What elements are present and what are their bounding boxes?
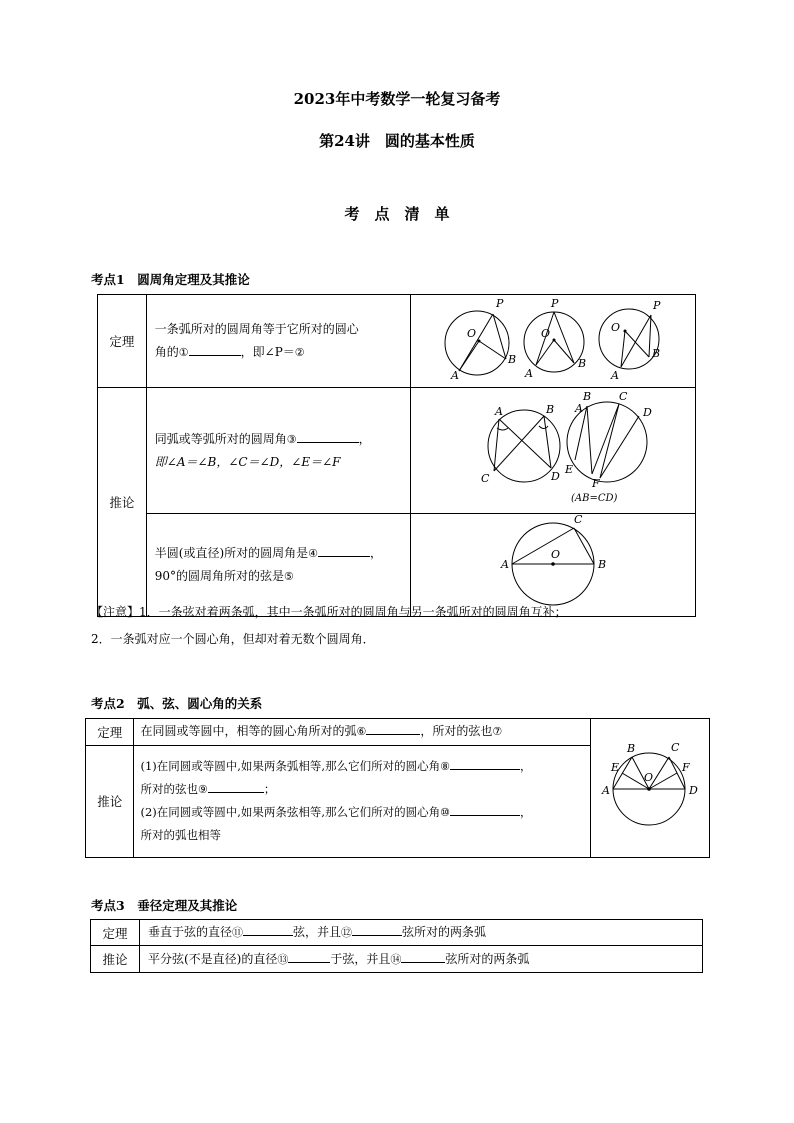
svg-text:B: B [626,742,636,755]
kp1-cor1-line1: 同弧或等弧所对的圆周角③ ， [155,428,410,451]
blank-6[interactable] [366,720,420,735]
kp2-table [85,718,710,858]
svg-text:B: B [582,390,592,403]
blank-8-marker: ⑧ [440,760,450,774]
svg-text:O: O [540,327,551,340]
blank-9[interactable] [208,778,264,793]
blank-12[interactable] [352,921,402,936]
blank-9-marker: ⑨ [197,783,208,797]
blank-11[interactable] [243,921,293,936]
kp2-figure [590,719,709,858]
blank-6-marker: ⑥ [356,725,367,739]
svg-text:A: A [524,367,533,380]
kp2-title: 考点2 弧、弦、圆心角的关系 [91,696,263,711]
svg-text:O: O [643,771,654,784]
figure-center-on-angle [524,297,586,380]
blank-1[interactable] [189,341,241,356]
blank-3-marker: ③ [286,432,297,446]
semicircle-diagram [411,514,695,612]
blank-14[interactable] [401,948,445,963]
svg-text:A: A [500,558,509,571]
svg-text:B: B [651,347,661,360]
blank-7-marker: ⑦ [492,725,503,739]
svg-text:A: A [601,784,610,797]
svg-text:O: O [610,321,621,334]
figure-center-inside [445,297,516,382]
kp3-corollary-cell: 平分弦(不是直径)的直径⑬ 于弦，并且⑭ 弦所对的两条弧 [140,946,703,973]
label-P: P [495,297,504,310]
blank-11-marker: ⑪ [232,926,244,939]
blank-4[interactable] [318,542,370,557]
svg-text:D: D [642,406,652,419]
svg-text:C: C [573,514,583,526]
kp3-title: 考点3 垂径定理及其推论 [91,898,238,913]
kp1-title: 考点1 圆周角定理及其推论 [91,272,250,287]
svg-text:E: E [564,463,574,476]
svg-text:A: A [494,405,503,418]
figure-equal-arc [564,390,652,504]
blank-10-marker: ⑩ [440,806,450,820]
kp1-theorem-line1: 一条弧所对的圆周角等于它所对的圆心 [154,322,359,336]
blank-4-marker: ④ [308,547,319,560]
label-O: O [466,327,477,340]
inscribed-angle-diagrams [411,295,695,383]
svg-text:O: O [550,548,561,561]
kp1-cor1-cell [146,388,410,514]
blank-8[interactable] [450,755,520,770]
blank-2-marker: ② [294,346,305,359]
equal-arcs-caption: (AB=CD) [570,493,618,504]
label-A: A [450,369,459,382]
kp1-table [97,294,696,617]
blank-14-marker: ⑭ [390,952,402,966]
kp2-corollary-label: 推论 [86,745,134,857]
equal-arcs-diagrams [411,388,695,509]
kp2-theorem-cell: 在同圆或等圆中，相等的圆心角所对的弧⑥ ，所对的弦也⑦ [134,719,591,746]
kp1-corollary-label: 推论 [98,388,147,617]
blank-1-marker: ① [178,346,189,359]
svg-text:A: A [574,402,583,415]
svg-text:E: E [610,761,620,774]
kp3-theorem-label: 定理 [91,920,140,946]
figure-same-arc [481,403,560,485]
svg-text:B: B [597,558,607,571]
label-B: B [507,353,517,366]
blank-5-marker: ⑤ [284,570,294,583]
blank-10[interactable] [450,801,520,816]
kp1-theorem-cell [146,295,410,388]
blank-12-marker: ⑫ [341,926,353,939]
kp3-theorem-cell: 垂直于弦的直径⑪ 弦，并且⑫ 弦所对的两条弧 [140,920,703,946]
section-heading: 考 点 清 单 [344,205,450,223]
svg-text:C: C [618,390,628,403]
kp1-cor1-line2: 即∠A＝∠B，∠C＝∠D，∠E＝∠F [154,454,341,469]
svg-text:A: A [610,369,619,382]
svg-text:P: P [652,299,661,312]
blank-3[interactable] [297,428,359,443]
svg-text:D: D [688,784,698,797]
svg-text:D: D [550,470,560,483]
kp1-theorem-label: 定理 [98,295,147,388]
arc-chord-angle-diagram [591,719,709,853]
document-title: 2023年中考数学一轮复习备考 [293,90,501,108]
blank-13-marker: ⑬ [277,952,289,966]
svg-text:B: B [577,357,587,370]
note-line-2: 2．一条弧对应一个圆心角，但却对着无数个圆周角． [91,632,375,646]
kp1-cor2-line2: 90°的圆周角所对的弦是⑤ [155,565,410,588]
kp3-corollary-label: 推论 [91,946,140,973]
kp1-theorem-figure [410,295,695,388]
svg-text:B: B [545,403,555,416]
kp1-theorem-line2: 角的① ，即∠P＝② [155,341,410,364]
kp2-corollary-cell: (1)在同圆或等圆中,如果两条弧相等,那么它们所对的圆心角⑧ ， 所对的弦也⑨ ； (2)在同圆或等圆中,如果两条弦相等,那么它们所对的圆心角⑩ ， 所对的弧也相等 [134,745,591,857]
lecture-subtitle: 第24讲 圆的基本性质 [319,132,475,150]
figure-center-outside [599,299,661,382]
note-line-1: 【注意】1．一条弦对着两条弧，其中一条弧所对的圆周角与另一条弧所对的圆周角互补； [91,605,567,619]
kp2-theorem-label: 定理 [86,719,134,746]
kp1-cor1-figure [410,388,695,514]
svg-text:C: C [480,472,490,485]
svg-text:C: C [670,741,680,754]
svg-text:P: P [550,297,559,310]
svg-text:F: F [591,477,600,490]
kp3-table [90,919,703,973]
blank-13[interactable] [288,948,330,963]
kp1-cor2-line1: 半圆(或直径)所对的圆周角是④ ， [155,542,410,565]
svg-text:F: F [681,761,690,774]
